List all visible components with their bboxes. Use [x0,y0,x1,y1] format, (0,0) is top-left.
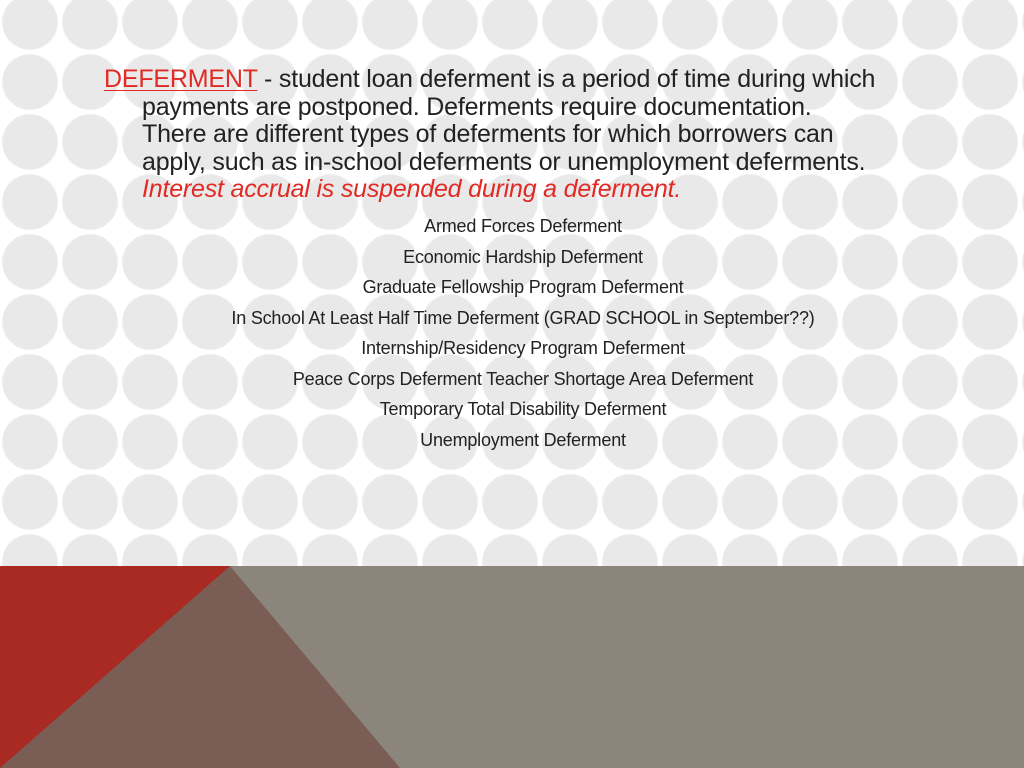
definition-line-3: There are different types of deferments for which borrowers can [142,120,834,148]
definition-line-4: apply, such as in-school deferments or unemployment deferments. [142,147,866,176]
definition-line-1 [104,66,954,94]
list-item: Temporary Total Disability Deferment [379,399,667,419]
deferment-term: DEFERMENT [104,65,258,93]
list-item: Economic Hardship Deferment [403,246,643,267]
interest-note: Interest accrual is suspended during a deferment. [142,175,682,203]
list-item: Armed Forces Deferment [424,216,622,236]
deferment-types-list [0,211,1024,455]
definition-paragraph [104,66,954,204]
list-item: Graduate Fellowship Program Deferment [362,277,684,297]
list-item: Peace Corps Deferment Teacher Shortage Area Deferment [292,368,754,389]
footer-decoration [0,566,1024,768]
definition-line-2: payments are postponed. Deferments require documentation. [142,92,812,121]
list-item: In School At Least Half Time Deferment (GRAD SCHOOL in September??) [231,307,815,328]
list-item: Internship/Residency Program Deferment [361,338,685,358]
definition-lead-text: - student loan deferment is a period of time during which [257,65,876,93]
list-item: Unemployment Deferment [420,429,626,450]
